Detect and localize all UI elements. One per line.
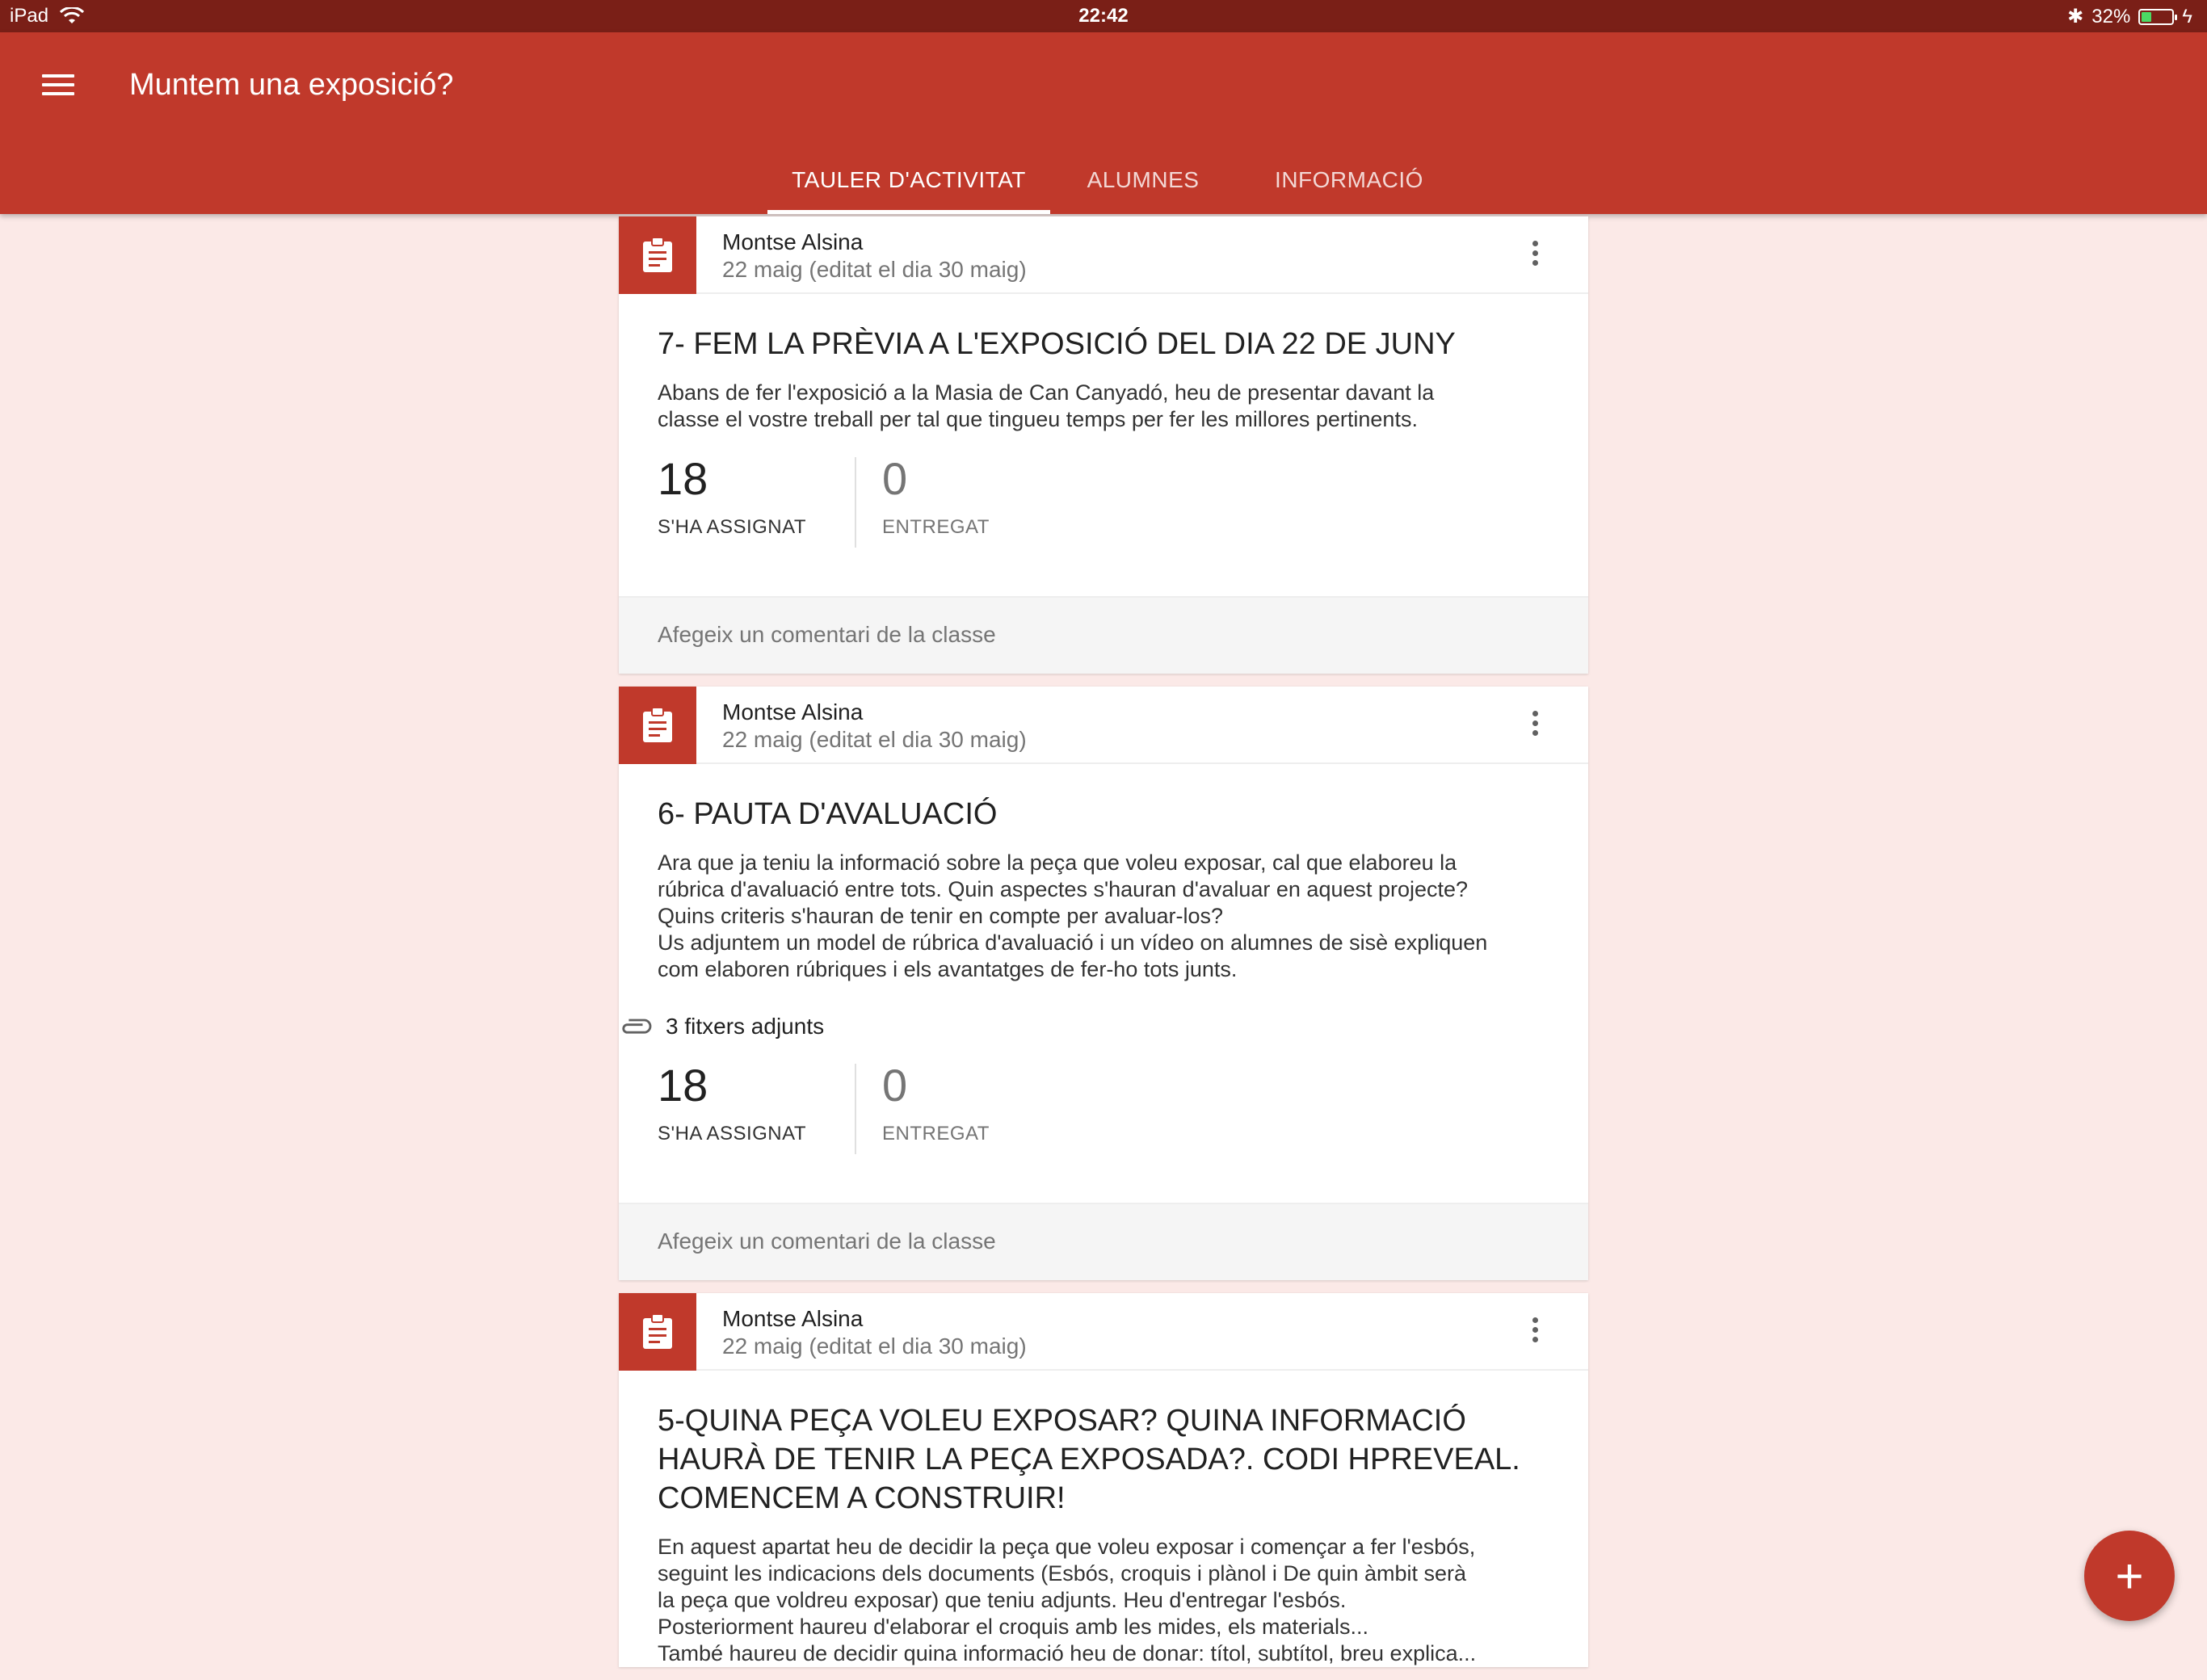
tab-students[interactable]: ALUMNES [1087,167,1200,192]
delivered-count: 0 [882,453,908,504]
add-button[interactable]: + [2084,1531,2175,1621]
device-label: iPad [10,5,49,27]
attachments-label: 3 fitxers adjunts [666,1014,825,1039]
assignment-stats [619,1059,1588,1203]
stat-divider [855,1064,856,1154]
assigned-count: 18 [658,1060,708,1111]
assignment-title[interactable] [619,1371,1588,1518]
activity-feed [619,216,1588,1680]
status-right [2067,5,2192,28]
stat-divider [855,457,856,548]
battery-icon [2138,9,2174,25]
description-line: classe el vostre treball per tal que tingueu temps per fer les millores pertinents. [658,407,1418,431]
assignment-stats [619,452,1588,596]
description-line: Abans de fer l'exposició a la Masia de Can Canyadó, heu de presentar davant la [658,380,1435,405]
assigned-count: 18 [658,453,708,504]
class-comment-input[interactable]: Afegeix un comentari de la classe [619,596,1588,674]
assignment-description [619,363,1588,433]
description-line: la peça que voldreu exposar) que teniu adjunts. Heu d'entregar l'esbós. [658,1588,1347,1612]
card-header [619,1293,1588,1371]
description-line: Quins criteris s'hauran de tenir en compte per avaluar-los? [658,904,1223,928]
card-header [619,687,1588,764]
assignment-icon [619,687,696,764]
class-comment-input[interactable]: Afegeix un comentari de la classe [619,1203,1588,1280]
author-name: Montse Alsina [722,699,864,724]
description-line: com elaboren rúbriques i els avantatges de fer-ho tots junts. [658,957,1238,981]
more-options-icon[interactable] [1530,1317,1540,1346]
delivered-label: ENTREGAT [882,1123,990,1144]
card-header [619,216,1588,294]
description-line: Us adjuntem un model de rúbrica d'avaluació i un vídeo on alumnes de sisè expliquen [658,930,1488,955]
delivered-stat[interactable] [882,452,990,539]
assignment-title[interactable]: 6- PAUTA D'AVALUACIÓ [658,797,998,831]
author-name: Montse Alsina [722,229,864,254]
assignment-title[interactable]: 7- FEM LA PRÈVIA A L'EXPOSICIÓ DEL DIA 22 DE JUNY [658,327,1456,361]
app-bar [0,32,2207,214]
assigned-label: S'HA ASSIGNAT [658,1123,807,1144]
assignment-card[interactable] [619,216,1588,674]
title-line: HAURÀ DE TENIR LA PEÇA EXPOSADA?. CODI HPREVEAL. [658,1443,1520,1476]
description-line: seguint les indicacions dels documents (Esbós, croquis i plànol i De quin àmbit serà [658,1561,1467,1586]
more-options-icon[interactable] [1530,241,1540,270]
title-line: COMENCEM A CONSTRUIR! [658,1481,1066,1515]
assignment-icon [619,216,696,294]
bluetooth-icon: ✱ [2067,6,2084,27]
description-line: rúbrica d'avaluació entre tots. Quin aspectes s'hauran d'avaluar en aquest projecte? [658,877,1469,901]
attachments-link[interactable] [619,983,1588,1040]
assignment-icon [619,1293,696,1371]
paperclip-icon [619,1018,653,1035]
charging-icon: ϟ [2182,5,2192,27]
assignment-description [619,834,1588,983]
page-title: Muntem una exposició? [129,68,454,102]
description-line: També haureu de decidir quina informació heu de donar: títol, subtítol, breu explica... [658,1641,1477,1665]
assigned-label: S'HA ASSIGNAT [658,516,807,538]
delivered-label: ENTREGAT [882,516,990,538]
post-date: 22 maig (editat el dia 30 maig) [722,727,1027,752]
assignment-description [619,1518,1588,1667]
more-options-icon[interactable] [1530,711,1540,740]
description-line: Ara que ja teniu la informació sobre la peça que voleu exposar, cal que elaboreu la [658,850,1457,875]
status-bar [0,0,2207,32]
description-line: En aquest apartat heu de decidir la peça que voleu exposar i començar a fer l'esbós, [658,1535,1476,1559]
description-line: Posteriorment haureu d'elaborar el croquis amb les mides, els materials... [658,1615,1369,1639]
tab-bar [0,153,2207,214]
author-name: Montse Alsina [722,1306,864,1331]
delivered-stat[interactable] [882,1059,990,1145]
assigned-stat[interactable] [658,1059,806,1145]
status-time: 22:42 [1078,5,1129,27]
tab-activity-board[interactable]: TAULER D'ACTIVITAT [767,153,1050,214]
post-date: 22 maig (editat el dia 30 maig) [722,257,1027,282]
menu-icon[interactable] [42,74,74,99]
post-date: 22 maig (editat el dia 30 maig) [722,1334,1027,1359]
assignment-card[interactable] [619,1293,1588,1667]
tab-information[interactable]: INFORMACIÓ [1275,167,1423,192]
assigned-stat[interactable] [658,452,806,539]
title-line: 5-QUINA PEÇA VOLEU EXPOSAR? QUINA INFORMACIÓ [658,1404,1466,1438]
delivered-count: 0 [882,1060,908,1111]
battery-percent: 32% [2091,5,2131,27]
assignment-card[interactable] [619,687,1588,1280]
